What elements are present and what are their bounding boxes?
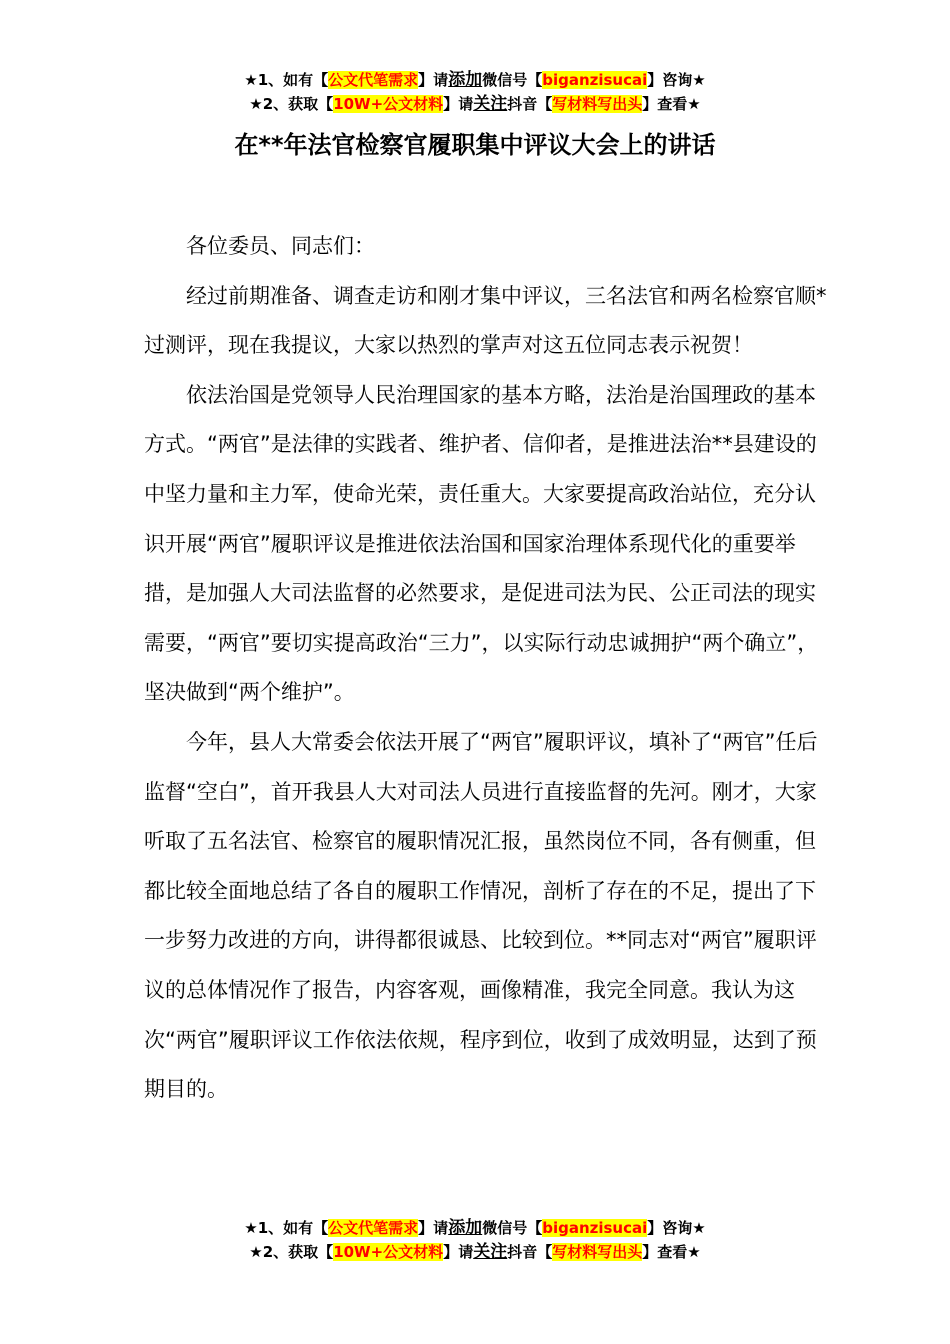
banner-highlight: biganzisucai — [542, 1219, 648, 1237]
footer-banner — [0, 1216, 950, 1264]
document-title: 在**年法官检察官履职集中评议大会上的讲话 — [234, 131, 716, 159]
banner-text: ★1、如有【 — [244, 71, 329, 89]
paragraph-1: 经过前期准备、调查走访和刚才集中评议，三名法官和两名检察官顺*过测评，现在我提议，大家以热烈的掌声对这五位同志表示祝贺！ — [144, 283, 827, 358]
banner-underlined: 添加 — [448, 70, 483, 90]
paragraph-3: 今年，县人大常委会依法开展了“两官”履职评议，填补了“两官”任后监督“空白”，首开我县人大对司法人员进行直接监督的先河。刚才，大家听取了五名法官、检察官的履职情况汇报，虽然岗位不同，各有侧重，但都比较全面地总结了各自的履职工作情况，剖析了存在的不足，提出了下一步努力改进的方向，讲得都很诚恳、比较到位。**同志对“两官”履职评议的总体情况作了报告，内容客观，画像精准，我完全同意。我认为这次“两官”履职评议工作依法依规，程序到位，收到了成效明显，达到了预期目的。 — [144, 729, 818, 1102]
banner-text: ★2、获取【 — [249, 1243, 334, 1261]
banner-highlight: 公文代笔需求 — [328, 71, 419, 89]
banner-text: 】请 — [418, 1219, 449, 1237]
banner-underlined: 添加 — [448, 1218, 483, 1238]
banner-highlight: 写材料写出头 — [552, 95, 643, 113]
banner-text: 】请 — [443, 1243, 474, 1261]
banner-text: ★1、如有【 — [244, 1219, 329, 1237]
banner-text: 】请 — [418, 71, 449, 89]
banner-line-2 — [0, 92, 950, 116]
banner-highlight: 写材料写出头 — [552, 1243, 643, 1261]
banner-text: 抖音【 — [507, 1243, 553, 1261]
document-body — [144, 222, 834, 1115]
header-banner — [0, 68, 950, 116]
banner-underlined: 关注 — [473, 94, 508, 114]
banner-line-1 — [0, 68, 950, 92]
banner-text: 微信号【 — [482, 1219, 543, 1237]
banner-highlight: 10W+公文材料 — [333, 1243, 444, 1261]
banner-highlight: 10W+公文材料 — [333, 95, 444, 113]
banner-text: 】查看★ — [642, 1243, 701, 1261]
banner-line-2 — [0, 1240, 950, 1264]
banner-highlight: 公文代笔需求 — [328, 1219, 419, 1237]
banner-text: 】咨询★ — [647, 1219, 706, 1237]
paragraph-2: 依法治国是党领导人民治理国家的基本方略，法治是治国理政的基本方式。“两官”是法律的实践者、维护者、信仰者，是推进法治**县建设的中坚力量和主力军，使命光荣，责任重大。大家要提高政治站位，充分认识开展“两官”履职评议是推进依法治国和国家治理体系现代化的重要举措，是加强人大司法监督的必然要求，是促进司法为民、公正司法的现实需要，“两官”要切实提高政治“三力”，以实际行动忠诚拥护“两个确立”，坚决做到“两个维护”。 — [144, 382, 819, 705]
banner-text: 】咨询★ — [647, 71, 706, 89]
banner-line-1 — [0, 1216, 950, 1240]
banner-text: 】请 — [443, 95, 474, 113]
banner-text: ★2、获取【 — [249, 95, 334, 113]
salutation: 各位委员、同志们： — [186, 234, 375, 258]
banner-text: 微信号【 — [482, 71, 543, 89]
banner-text: 抖音【 — [507, 95, 553, 113]
banner-text: 】查看★ — [642, 95, 701, 113]
banner-underlined: 关注 — [473, 1242, 508, 1262]
banner-highlight: biganzisucai — [542, 71, 648, 89]
